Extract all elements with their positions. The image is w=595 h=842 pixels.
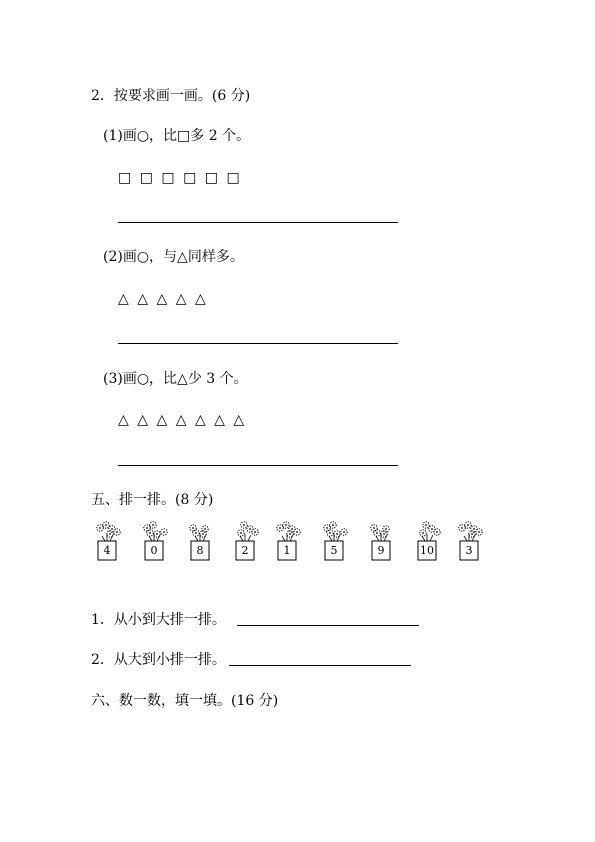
square-shape: □ xyxy=(139,170,153,186)
pot-number: 4 xyxy=(103,544,111,557)
triangle-shape: △ xyxy=(175,291,187,307)
sort-descending-label: 2．从大到小排一排。 xyxy=(91,652,226,668)
triangle-shape: △ xyxy=(214,412,225,428)
square-shape: □ xyxy=(204,170,218,186)
flower-pot xyxy=(410,520,444,564)
flower-icon xyxy=(137,520,171,564)
q1-answer-line[interactable] xyxy=(118,222,398,223)
q1-shapes xyxy=(118,170,244,186)
triangle-shape: △ xyxy=(233,412,245,428)
q2-shapes xyxy=(118,291,210,307)
triangle-shape: △ xyxy=(194,412,206,428)
pot-number: 3 xyxy=(465,544,473,557)
flower-pot xyxy=(317,520,351,564)
square-shape: □ xyxy=(118,170,132,186)
q3-answer-line[interactable] xyxy=(118,465,398,466)
q3-shapes xyxy=(118,412,248,428)
sort-descending-line[interactable] xyxy=(229,665,411,666)
square-shape: □ xyxy=(183,170,197,186)
flower-icon xyxy=(452,520,486,564)
q2-label: (2)画○，与△同样多。 xyxy=(103,249,244,265)
section-five-heading: 五、排一排。(8 分) xyxy=(91,492,214,508)
q2-answer-line[interactable] xyxy=(118,343,398,344)
triangle-shape: △ xyxy=(118,412,129,428)
sort-ascending-label: 1．从小到大排一排。 xyxy=(91,612,226,628)
triangle-shape: △ xyxy=(175,412,187,428)
flower-icon xyxy=(364,520,398,564)
pot-number: 10 xyxy=(420,544,434,557)
flower-pot xyxy=(270,520,304,564)
flower-pot xyxy=(137,520,171,564)
pot-number: 8 xyxy=(196,544,204,557)
triangle-shape: △ xyxy=(156,291,168,307)
triangle-shape: △ xyxy=(137,412,149,428)
triangle-shape: △ xyxy=(137,291,149,307)
flower-icon xyxy=(228,520,262,564)
flower-pot xyxy=(90,520,124,564)
flower-icon xyxy=(410,520,444,564)
flower-pot xyxy=(183,520,217,564)
pot-number: 0 xyxy=(150,544,158,557)
square-shape: □ xyxy=(161,170,175,186)
flower-icon xyxy=(270,520,304,564)
flower-pot xyxy=(452,520,486,564)
section-six-heading: 六、数一数，填一填。(16 分) xyxy=(91,693,279,709)
draw-heading: 2．按要求画一画。(6 分) xyxy=(91,88,251,104)
pot-number: 9 xyxy=(377,544,385,557)
pot-number: 2 xyxy=(241,544,249,557)
pot-number: 1 xyxy=(283,544,291,557)
flower-icon xyxy=(90,520,124,564)
q3-label: (3)画○，比△少 3 个。 xyxy=(103,371,248,387)
square-shape: □ xyxy=(226,170,240,186)
sort-ascending-line[interactable] xyxy=(237,625,419,626)
flower-pot xyxy=(364,520,398,564)
triangle-shape: △ xyxy=(194,291,206,307)
q1-label: (1)画○，比□多 2 个。 xyxy=(103,128,251,144)
flower-icon xyxy=(317,520,351,564)
triangle-shape: △ xyxy=(118,291,129,307)
triangle-shape: △ xyxy=(156,412,168,428)
flower-pot xyxy=(228,520,262,564)
pot-number: 5 xyxy=(330,544,338,557)
flower-icon xyxy=(183,520,217,564)
